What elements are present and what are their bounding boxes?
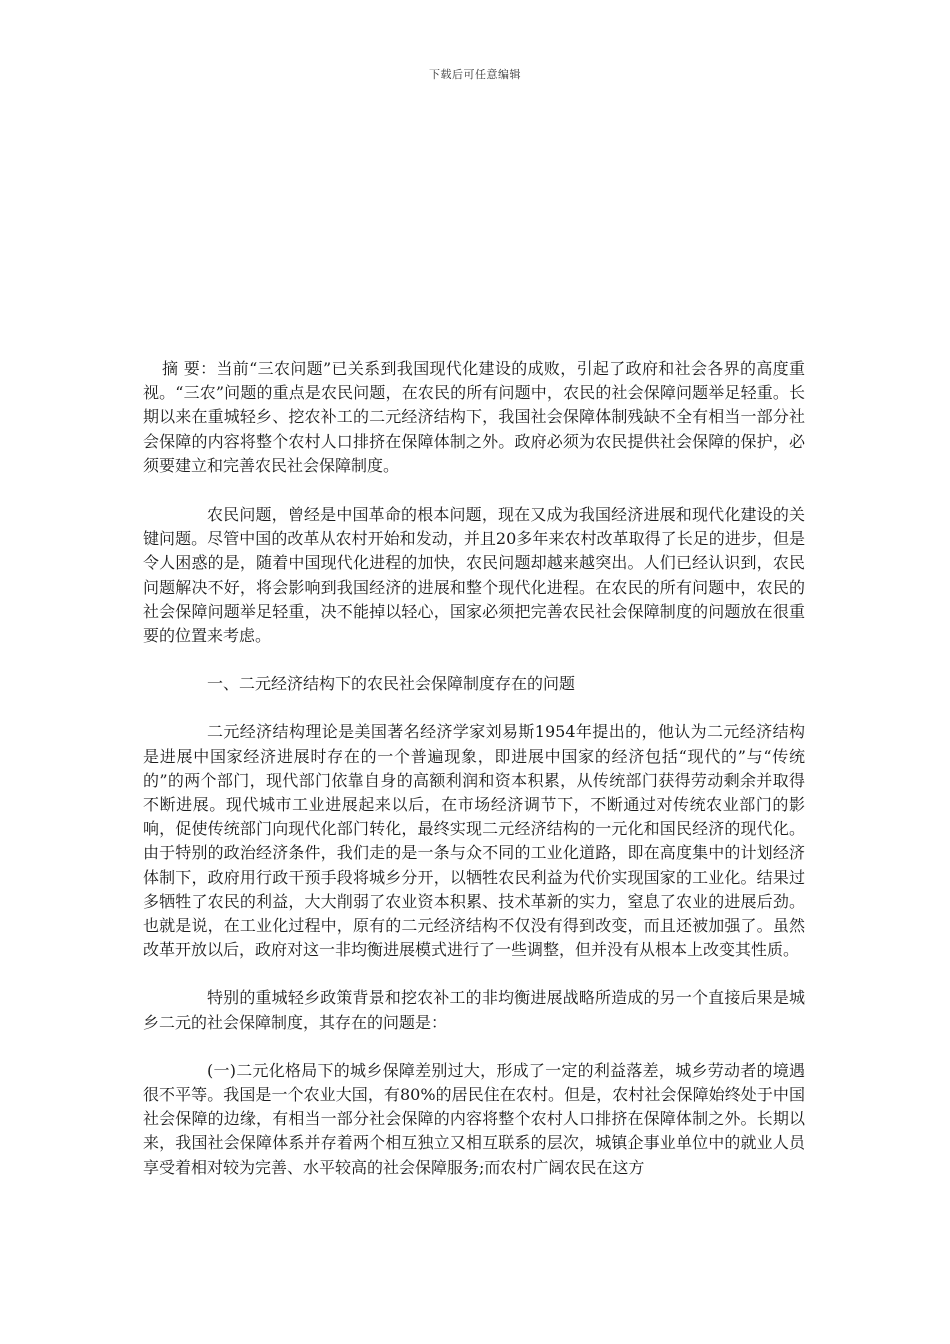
problem-one-paragraph: (一)二元化格局下的城乡保障差别过大，形成了一定的利益落差，城乡劳动者的境遇很不平等。我国是一个农业大国，有80%的居民住在农村。但是，农村社会保障始终处于中国社会保障的边缘，有相当一部分社会保障的内容将整个农村人口排挤在保障体制之外。长期以来，我国社会保障体系并存着两个相互独立又相互联系的层次，城镇企事业单位中的就业人员享受着相对较为完善、水平较高的社会保障服务;而农村广阔农民在这方 bbox=[143, 1060, 805, 1177]
header-note: 下载后可任意编辑 bbox=[429, 68, 521, 81]
abstract-paragraph: 摘 要：当前“三农问题”已关系到我国现代化建设的成败，引起了政府和社会各界的高度重视。“三农”问题的重点是农民问题，在农民的所有问题中，农民的社会保障问题举足轻重。长期以来在重城轻乡、挖农补工的二元经济结构下，我国社会保障体制残缺不全有相当一部分社会保障的内容将整个农村人口排挤在保障体制之外。政府必须为农民提供社会保障的保护，必须要建立和完善农民社会保障制度。 bbox=[143, 359, 805, 475]
document-body bbox=[143, 357, 805, 1180]
intro-paragraph: 农民问题，曾经是中国革命的根本问题，现在又成为我国经济进展和现代化建设的关键问题。尽管中国的改革从农村开始和发动，并且20多年来农村改革取得了长足的进步，但是令人困惑的是，随着中国现代化进程的加快，农民问题却越来越突出。人们已经认识到，农民问题解决不好，将会影响到我国经济的进展和整个现代化进程。在农民的所有问题中，农民的社会保障问题举足轻重，决不能掉以轻心，国家必须把完善农民社会保障制度的问题放在很重要的位置来考虑。 bbox=[143, 505, 805, 646]
section-heading: 一、二元经济结构下的农民社会保障制度存在的问题 bbox=[207, 674, 576, 694]
theory-paragraph: 二元经济结构理论是美国著名经济学家刘易斯1954年提出的，他认为二元经济结构是进展中国家经济进展时存在的一个普遍现象，即进展中国家的经济包括“现代的”与“传统的”的两个部门，现代部门依靠自身的高额利润和资本积累，从传统部门获得劳动剩余并取得不断进展。现代城市工业进展起来以后，在市场经济调节下，不断通过对传统农业部门的影响，促使传统部门向现代化部门转化，最终实现二元经济结构的一元化和国民经济的现代化。由于特别的政治经济条件，我们走的是一条与众不同的工业化道路，即在高度集中的计划经济体制下，政府用行政干预手段将城乡分开，以牺牲农民利益为代价实现国家的工业化。结果过多牺牲了农民的利益，大大削弱了农业资本积累、技术革新的实力，窒息了农业的进展后劲。也就是说，在工业化过程中，原有的二元经济结构不仅没有得到改变，而且还被加强了。虽然改革开放以后，政府对这一非均衡进展模式进行了一些调整，但并没有从根本上改变其性质。 bbox=[143, 722, 805, 960]
consequence-paragraph: 特别的重城轻乡政策背景和挖农补工的非均衡进展战略所造成的另一个直接后果是城乡二元的社会保障制度，其存在的问题是： bbox=[143, 988, 805, 1032]
